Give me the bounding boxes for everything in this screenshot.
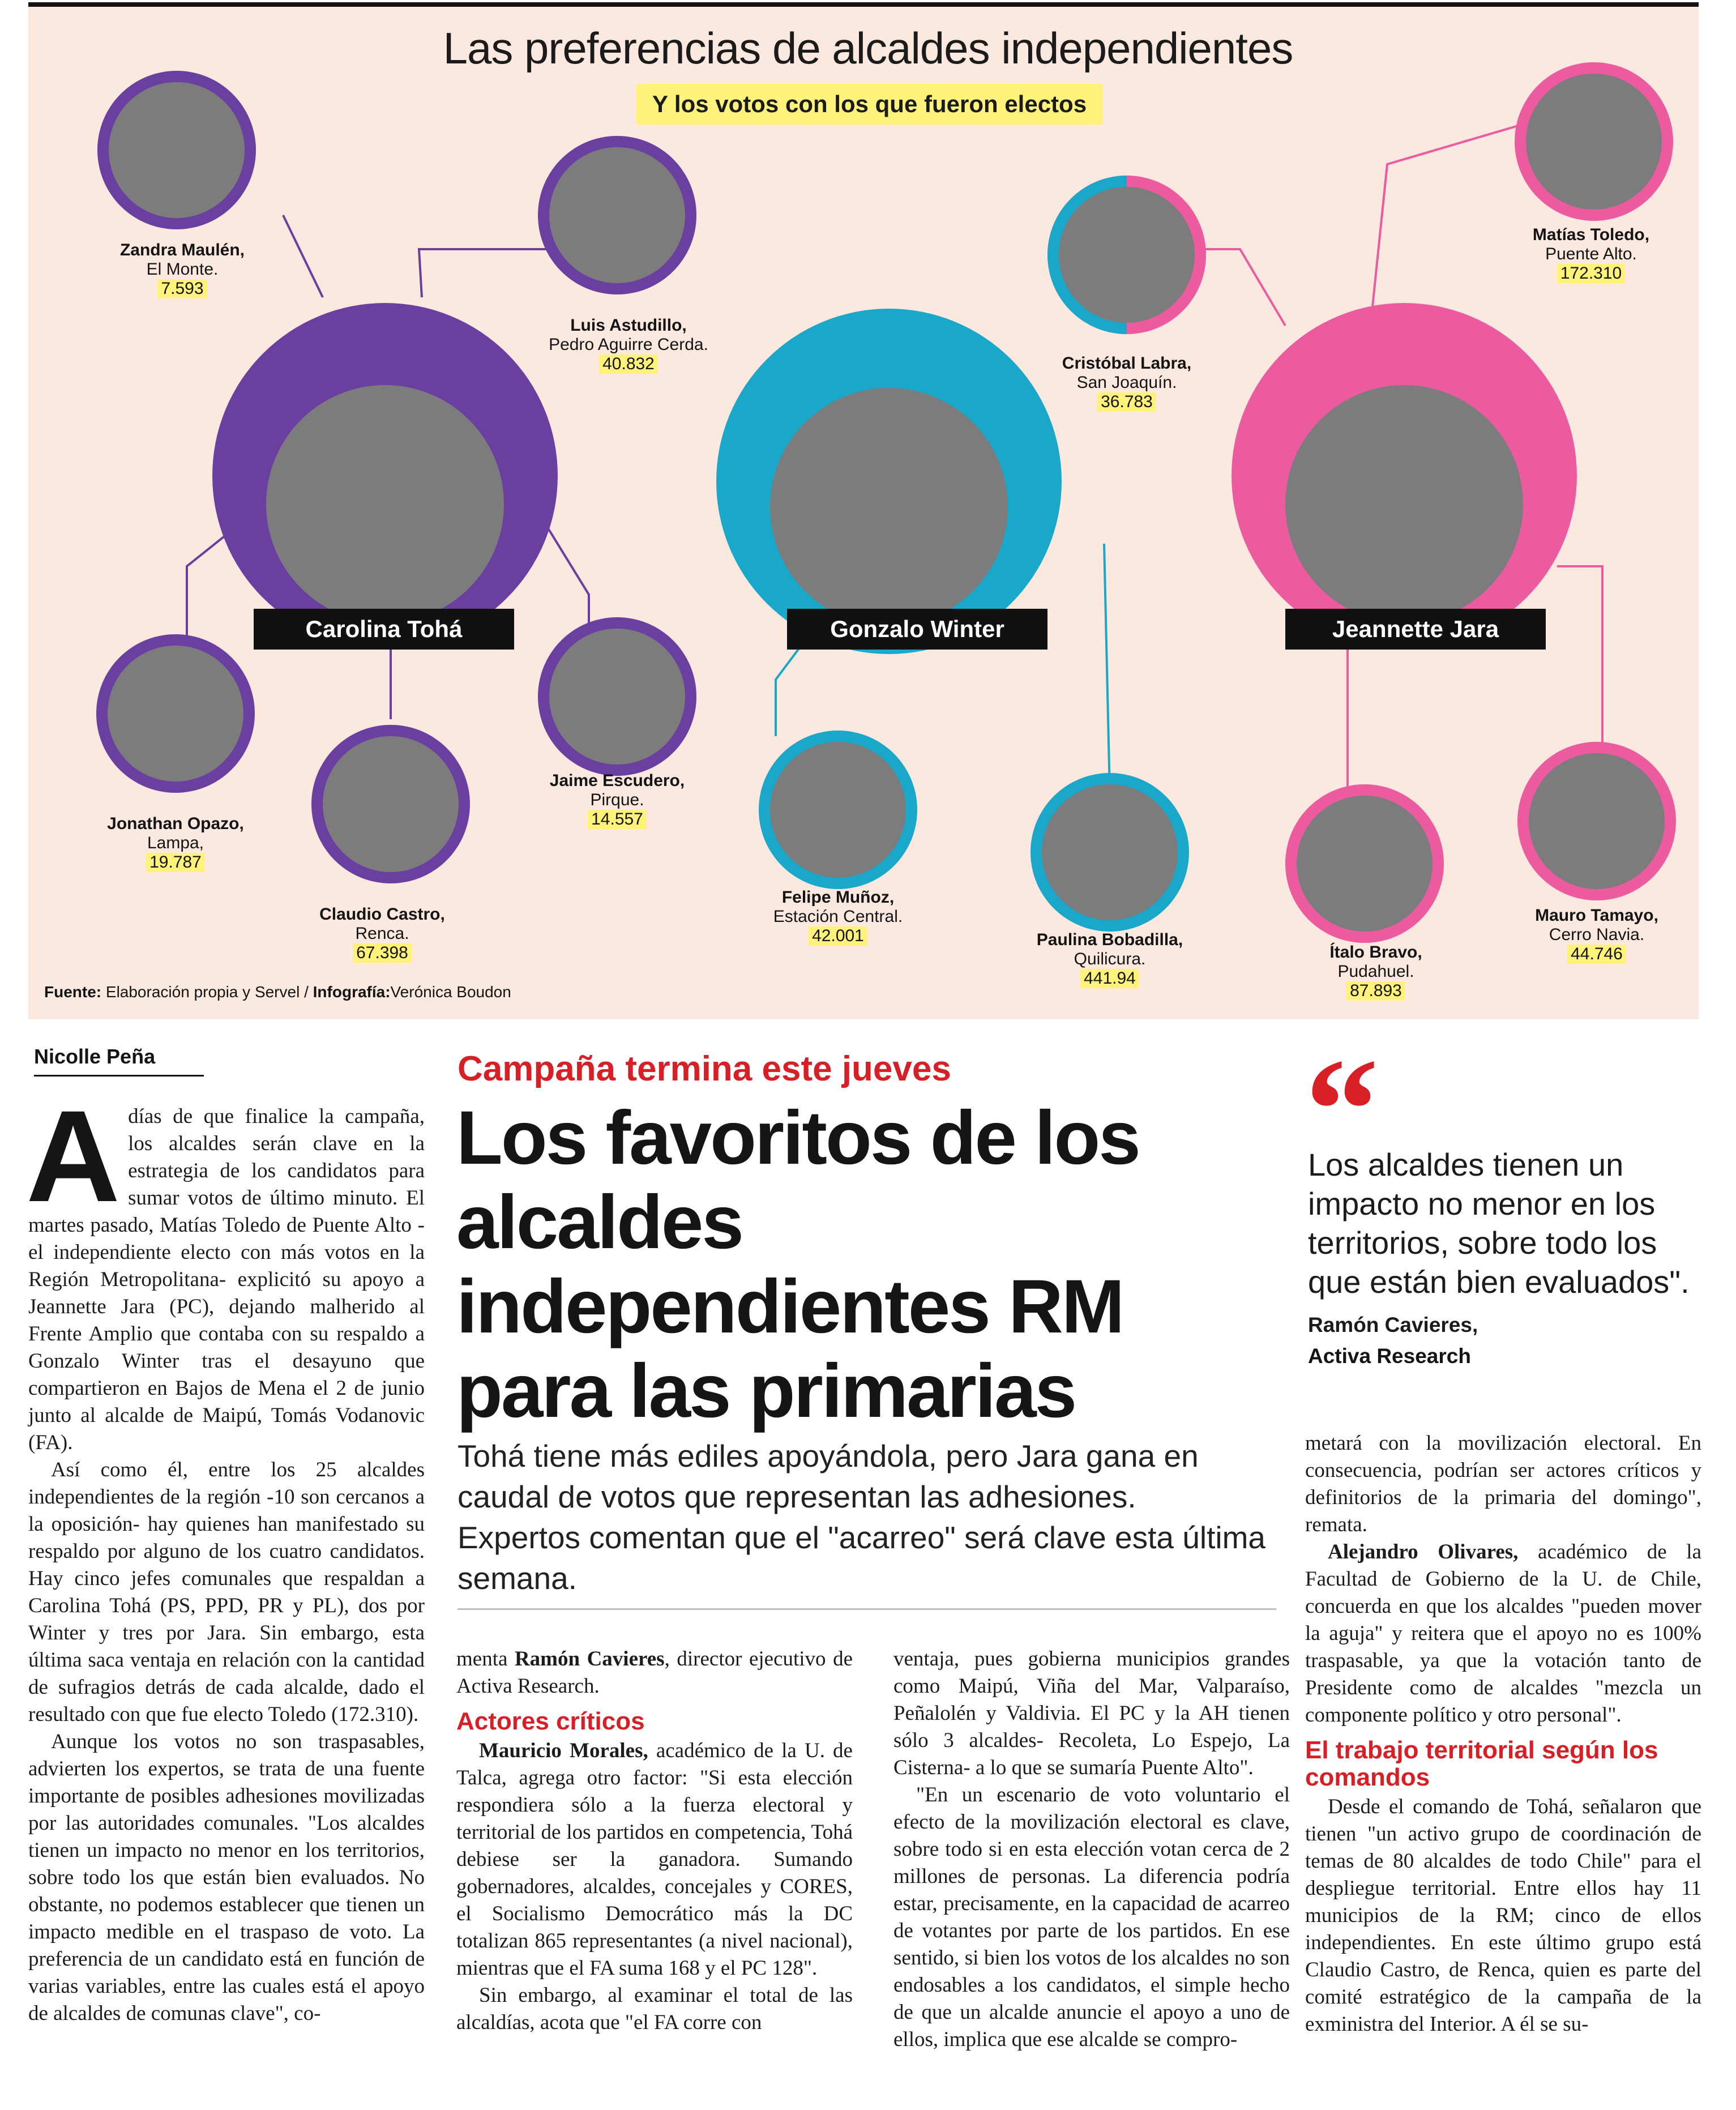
mayor-votes: 40.832 (599, 354, 658, 374)
mayor-label (91, 814, 260, 872)
paragraph: ventaja, pues gobierna municipios grandes como Maipú, Viña del Mar, Valparaíso, Peñalolén y Valdivia. El PC y la AH tienen sólo 3 alcaldes- Recoleta, Lo Espejo, La Cisterna- a lo que se sumaría Puente Alto". (893, 1647, 1290, 1779)
mayor-name: Mauro Tamayo, (1535, 906, 1658, 925)
mayor-label (532, 771, 702, 829)
infographic-subtitle: Y los votos con los que fueron electos (636, 84, 1102, 125)
infografia-label: Infografía: (313, 983, 391, 1001)
quote-text: Los alcaldes tienen un impacto no menor en los territorios, sobre todo los que están bien evaluados". (1308, 1147, 1690, 1300)
mayor-name: Matías Toledo, (1532, 225, 1650, 244)
mayor-commune: Renca. (355, 924, 409, 943)
infographic-source: Fuente: Elaboración propia y Servel / Infografía:Verónica Boudon (44, 983, 511, 1001)
mayor-photo-escudero (538, 617, 696, 776)
mayor-photo-bravo (1285, 784, 1444, 943)
deck: Tohá tiene más ediles apoyándola, pero Jara gana en caudal de votos que representan las adhesiones. Expertos comentan que el "acarreo" será clave esta última semana. (457, 1438, 1265, 1596)
text-run: , director ejecutivo de Activa Research. (456, 1647, 853, 1698)
candidate-circle-toha (212, 303, 558, 648)
quote-mark: “ (1305, 1028, 1379, 1191)
paragraph (456, 1737, 853, 1982)
subhead-trabajo-territorial: El trabajo territorial según los comandos (1305, 1736, 1658, 1791)
mayor-commune: Puente Alto. (1545, 245, 1637, 263)
paragraph: Así como él, entre los 25 alcaldes independientes de la región -10 son cercanos a la oposición- hay quienes han manifestado su respaldo por alguno de los cuatro candidatos. Hay cinco jefes comunales que respaldan a Carolina Tohá (PS, PPD, PR y PL), dos por Winter y tres por Jara. Sin embargo, esta última saca ventaja en relación con la cantidad de sufragios detrás de cada alcalde, dado el resultado con que fue electo Toledo (172.310). (28, 1458, 425, 1726)
mayor-label (747, 888, 929, 946)
mayor-votes: 14.557 (588, 810, 647, 829)
mayor-photo-opazo (96, 634, 255, 793)
headline: Los favoritos de los alcaldes independientes RM para las primarias (456, 1096, 1139, 1433)
mayor-label (532, 316, 725, 374)
subhead-actores-criticos: Actores críticos (456, 1707, 645, 1735)
article-column-2 (456, 1646, 853, 2036)
mayor-commune: Quilicura. (1074, 950, 1146, 968)
mayor-commune: Estación Central. (773, 907, 903, 926)
paragraph: Desde el comando de Tohá, señalaron que tienen "un activo grupo de coordinación de temas de 80 alcaldes de todo Chile" para el despliegue territorial. Entre ellos hay 11 municipios de la RM; cinco de ellos independientes. En este último grupo está Claudio Castro, de Renca, quien es parte del comité estratégico de la campaña de la exministra del Interior. A él se su- (1305, 1795, 1701, 2036)
byline-rule (34, 1075, 204, 1077)
mayor-label (1512, 906, 1682, 964)
mayor-photo-bobadilla (1031, 773, 1189, 932)
mayor-name: Cristóbal Labra, (1062, 354, 1192, 373)
infografia-text: Verónica Boudon (390, 983, 511, 1001)
mayor-label (1291, 943, 1461, 1001)
mayor-photo-astudillo (538, 136, 696, 294)
person-name: Ramón Cavieres (514, 1647, 665, 1671)
person-name: Mauricio Morales, (479, 1739, 648, 1762)
byline: Nicolle Peña (34, 1045, 156, 1068)
mayor-name: Felipe Muñoz, (781, 888, 895, 907)
text-run: menta (456, 1647, 515, 1671)
mayor-votes: 19.787 (146, 853, 205, 872)
article-column-3 (893, 1646, 1290, 2053)
mayor-votes: 36.783 (1097, 392, 1156, 412)
source-text: Elaboración propia y Servel (105, 983, 300, 1001)
paragraph (26, 1083, 425, 1457)
drop-cap: A (26, 1083, 121, 1229)
mayor-label (97, 241, 267, 298)
mayor-label (297, 905, 467, 963)
mayor-votes: 87.893 (1346, 981, 1405, 1001)
mayor-name: Jaime Escudero, (549, 771, 685, 790)
mayor-commune: Cerro Navia. (1549, 925, 1645, 944)
mayor-name: Paulina Bobadilla, (1036, 930, 1183, 949)
text-run: académico de la U. de Talca, agrega otro factor: "Si esta elección respondiera sólo a la fuerza electoral y territorial de los partidos en competencia, Tohá debiese ser la ganadora. Sumando gobernadores, alcaldes, concejales y CORES, el Socialismo Democrático más la DC totalizan 865 representantes (a nivel nacional), mientras que el FA suma 168 y el PC 128". (456, 1739, 853, 1980)
mayor-votes: 172.310 (1557, 264, 1625, 283)
candidate-photo-toha (266, 385, 504, 623)
paragraph: metará con la movilización electoral. En consecuencia, podrían ser actores críticos y definitorios de la primaria del domingo", remata. (1305, 1432, 1701, 1536)
mayor-photo-munoz (759, 731, 917, 889)
mayor-commune: Pedro Aguirre Cerda. (549, 335, 708, 354)
mayor-name: Claudio Castro, (319, 905, 445, 924)
mayor-commune: El Monte. (146, 260, 219, 279)
mayor-label (1019, 930, 1200, 988)
mayor-name: Zandra Maulén, (119, 241, 245, 259)
mayor-photo-castro (311, 725, 470, 883)
mayor-photo-labra (1047, 176, 1206, 334)
quote-organization: Activa Research (1308, 1344, 1471, 1368)
paragraph-text: días de que finalice la campaña, los alcaldes serán clave en la estrategia de los candidatos para sumar votos de último minuto. El martes pasado, Matías Toledo de Puente Alto -el independiente electo con más votos en la Región Metropolitana- explicitó su apoyo a Jeannette Jara (PC), dejando malherido al Frente Amplio que contaba con su respaldo a Gonzalo Winter tras el desayuno que compartieron en Bajos de Mena el 2 de junio junto al alcalde de Maipú, Tomás Vodanovic (FA). (28, 1105, 425, 1454)
mayor-votes: 42.001 (809, 926, 867, 946)
mayor-votes: 67.398 (353, 943, 412, 963)
mayor-votes: 44.746 (1567, 945, 1626, 964)
mayor-commune: San Joaquín. (1076, 373, 1177, 392)
paragraph: Sin embargo, al examinar el total de las alcaldías, acota que "el FA corre con (456, 1984, 853, 2034)
candidate-label-winter: Gonzalo Winter (787, 609, 1047, 650)
person-name: Alejandro Olivares, (1328, 1540, 1519, 1564)
deck-rule (457, 1608, 1276, 1610)
paragraph (1305, 1539, 1701, 1729)
infographic-title: Las preferencias de alcaldes independientes (443, 23, 1293, 73)
mayor-name: Ítalo Bravo, (1329, 943, 1422, 962)
candidate-label-jara: Jeannette Jara (1285, 609, 1546, 650)
quote-author: Ramón Cavieres, (1308, 1313, 1478, 1336)
mayor-votes: 7.593 (157, 279, 207, 298)
candidate-photo-jara (1285, 385, 1523, 623)
text-run: académico de la Facultad de Gobierno de la U. de Chile, concuerda en que los alcaldes "pueden mover la aguja" y reitera que el apoyo no es 100% traspasable, ya que la votación tanto de Presidente como de alcaldes "mezcla un componente político y otro personal". (1305, 1540, 1701, 1727)
mayor-photo-tamayo (1517, 742, 1676, 900)
article-column-4 (1305, 1430, 1701, 2038)
candidate-circle-winter (716, 309, 1062, 654)
source-label: Fuente: (44, 983, 102, 1001)
candidate-photo-winter (770, 388, 1008, 626)
mayor-votes: 441.94 (1080, 969, 1139, 988)
mayor-label (1506, 225, 1676, 283)
mayor-label (1042, 354, 1212, 412)
paragraph: "En un escenario de voto voluntario el efecto de la movilización electoral es clave, sobre todo si en esta elección votan cerca de 2 millones de personas. La diferencia podría estar, precisamente, en la capacidad de acarreo de votantes por parte de los partidos. En ese sentido, si bien los votos de los alcaldes no son endosables a los candidatos, el simple hecho de que un alcalde anuncie el apoyo a uno de ellos, implica que ese alcalde se compro- (893, 1783, 1290, 2051)
pull-quote (1308, 1145, 1704, 1344)
candidate-circle-jara (1232, 303, 1577, 648)
mayor-name: Luis Astudillo, (570, 316, 687, 335)
mayor-photo-toledo (1515, 62, 1673, 221)
article-column-1 (26, 1083, 425, 2027)
paragraph (456, 1646, 853, 1700)
mayor-commune: Pudahuel. (1337, 962, 1414, 981)
infographic (0, 0, 1736, 1019)
mayor-commune: Lampa, (147, 834, 204, 852)
mayor-name: Jonathan Opazo, (107, 814, 244, 833)
mayor-photo-maulen (97, 71, 256, 229)
kicker: Campaña termina este jueves (457, 1049, 951, 1088)
candidate-label-toha: Carolina Tohá (254, 609, 514, 650)
paragraph: Aunque los votos no son traspasables, advierten los expertos, se trata de una fuente importante de posibles adhesiones movilizadas por las autoridades comunales. "Los alcaldes tienen un impacto no menor en los territorios, sobre todo los que están bien evaluados. No obstante, no podemos establecer que tienen un impacto medible en el traspaso de voto. La preferencia de un candidato está en función de varias variables, entre las cuales está el apoyo de alcaldes de comunas clave", co- (28, 1730, 425, 2025)
mayor-commune: Pirque. (590, 791, 644, 809)
